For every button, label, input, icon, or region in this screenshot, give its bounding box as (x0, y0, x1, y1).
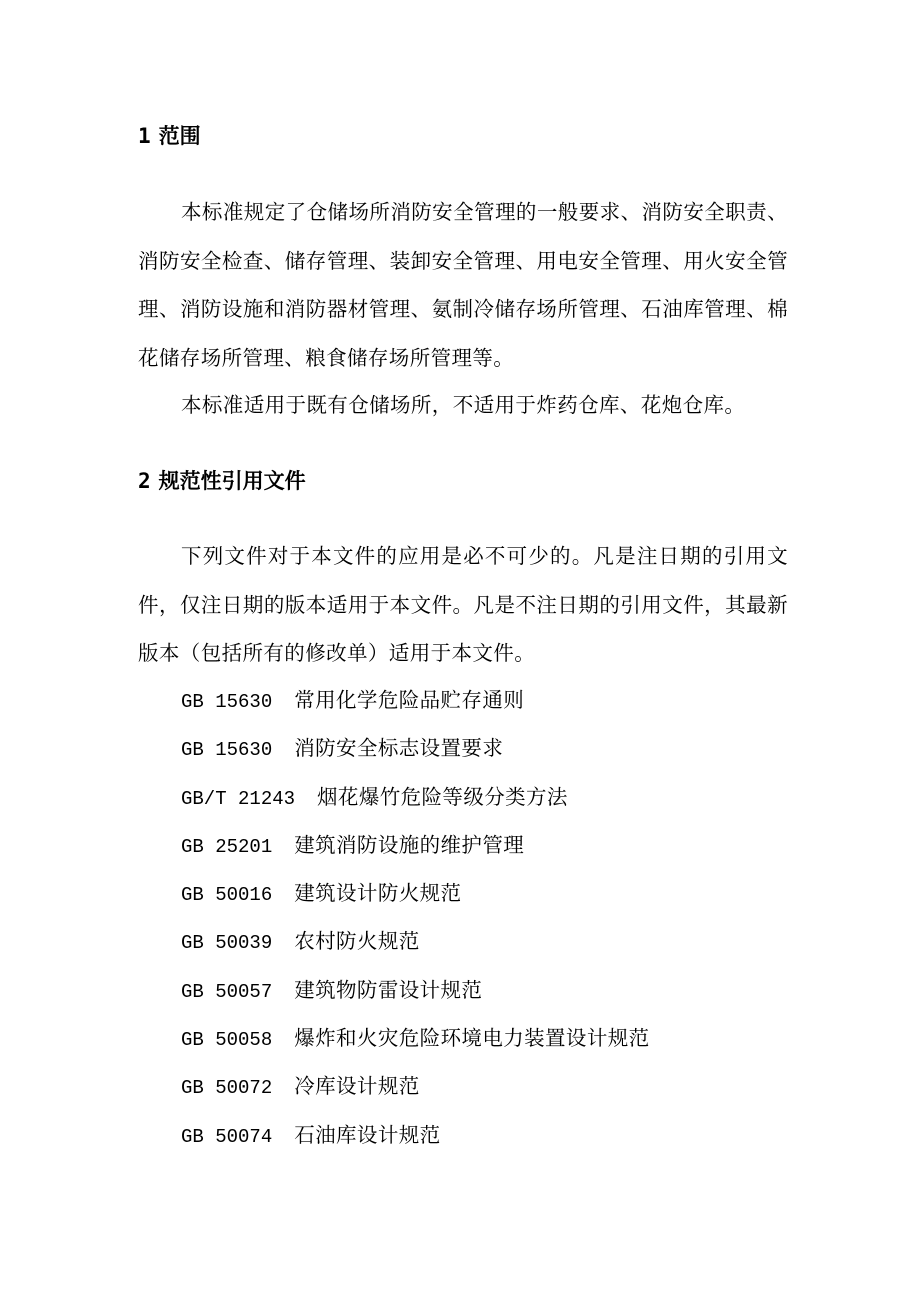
normative-references-list (181, 676, 650, 1159)
reference-item (181, 773, 650, 821)
reference-item (181, 966, 650, 1014)
reference-title: 消防安全标志设置要求 (294, 736, 504, 761)
section-2-heading (138, 467, 306, 495)
section-1-number: 1 (138, 124, 151, 148)
reference-code: GB 50058 (181, 1029, 273, 1052)
reference-title: 建筑设计防火规范 (294, 881, 462, 906)
reference-title: 建筑物防雷设计规范 (294, 977, 483, 1002)
section-2-title: 规范性引用文件 (158, 468, 306, 493)
reference-title: 爆炸和火灾危险环境电力装置设计规范 (294, 1026, 650, 1051)
reference-item (181, 917, 650, 965)
section-1-paragraph-1: 本标准规定了仓储场所消防安全管理的一般要求、消防安全职责、消防安全检查、储存管理、装卸安全管理、用电安全管理、用火安全管理、消防设施和消防器材管理、氨制冷储存场所管理、石油库管理、棉花储存场所管理、粮食储存场所管理等。 (138, 200, 788, 370)
section-2-number: 2 (138, 469, 151, 493)
reference-title: 常用化学危险品贮存通则 (294, 688, 525, 712)
reference-code: GB 50016 (181, 884, 273, 907)
reference-title: 农村防火规范 (294, 929, 420, 954)
reference-code: GB/T 21243 (181, 787, 296, 810)
reference-item (181, 1111, 650, 1159)
reference-item (181, 676, 650, 724)
reference-code: GB 50074 (181, 1125, 273, 1148)
reference-code: GB 25201 (181, 835, 273, 858)
section-1-heading (138, 122, 201, 150)
reference-title: 建筑消防设施的维护管理 (294, 832, 525, 857)
reference-code: GB 50039 (181, 932, 273, 955)
reference-code: GB 50057 (181, 980, 273, 1003)
reference-title: 烟花爆竹危险等级分类方法 (317, 784, 568, 809)
section-1-title: 范围 (158, 123, 201, 148)
reference-code: GB 50072 (181, 1077, 273, 1100)
section-1-paragraph-2: 本标准适用于既有仓储场所，不适用于炸药仓库、花炮仓库。 (181, 393, 746, 417)
reference-code: GB 15630 (181, 691, 273, 713)
reference-title: 石油库设计规范 (294, 1122, 441, 1147)
reference-item (181, 869, 650, 917)
reference-item (181, 724, 650, 772)
section-2-paragraph-1: 下列文件对于本文件的应用是必不可少的。凡是注日期的引用文件，仅注日期的版本适用于本文件。凡是不注日期的引用文件，其最新版本（包括所有的修改单）适用于本文件。 (138, 544, 788, 665)
reference-item (181, 1014, 650, 1062)
reference-title: 冷库设计规范 (294, 1074, 420, 1099)
reference-code: GB 15630 (181, 739, 273, 762)
reference-item (181, 821, 650, 869)
reference-item (181, 1062, 650, 1110)
